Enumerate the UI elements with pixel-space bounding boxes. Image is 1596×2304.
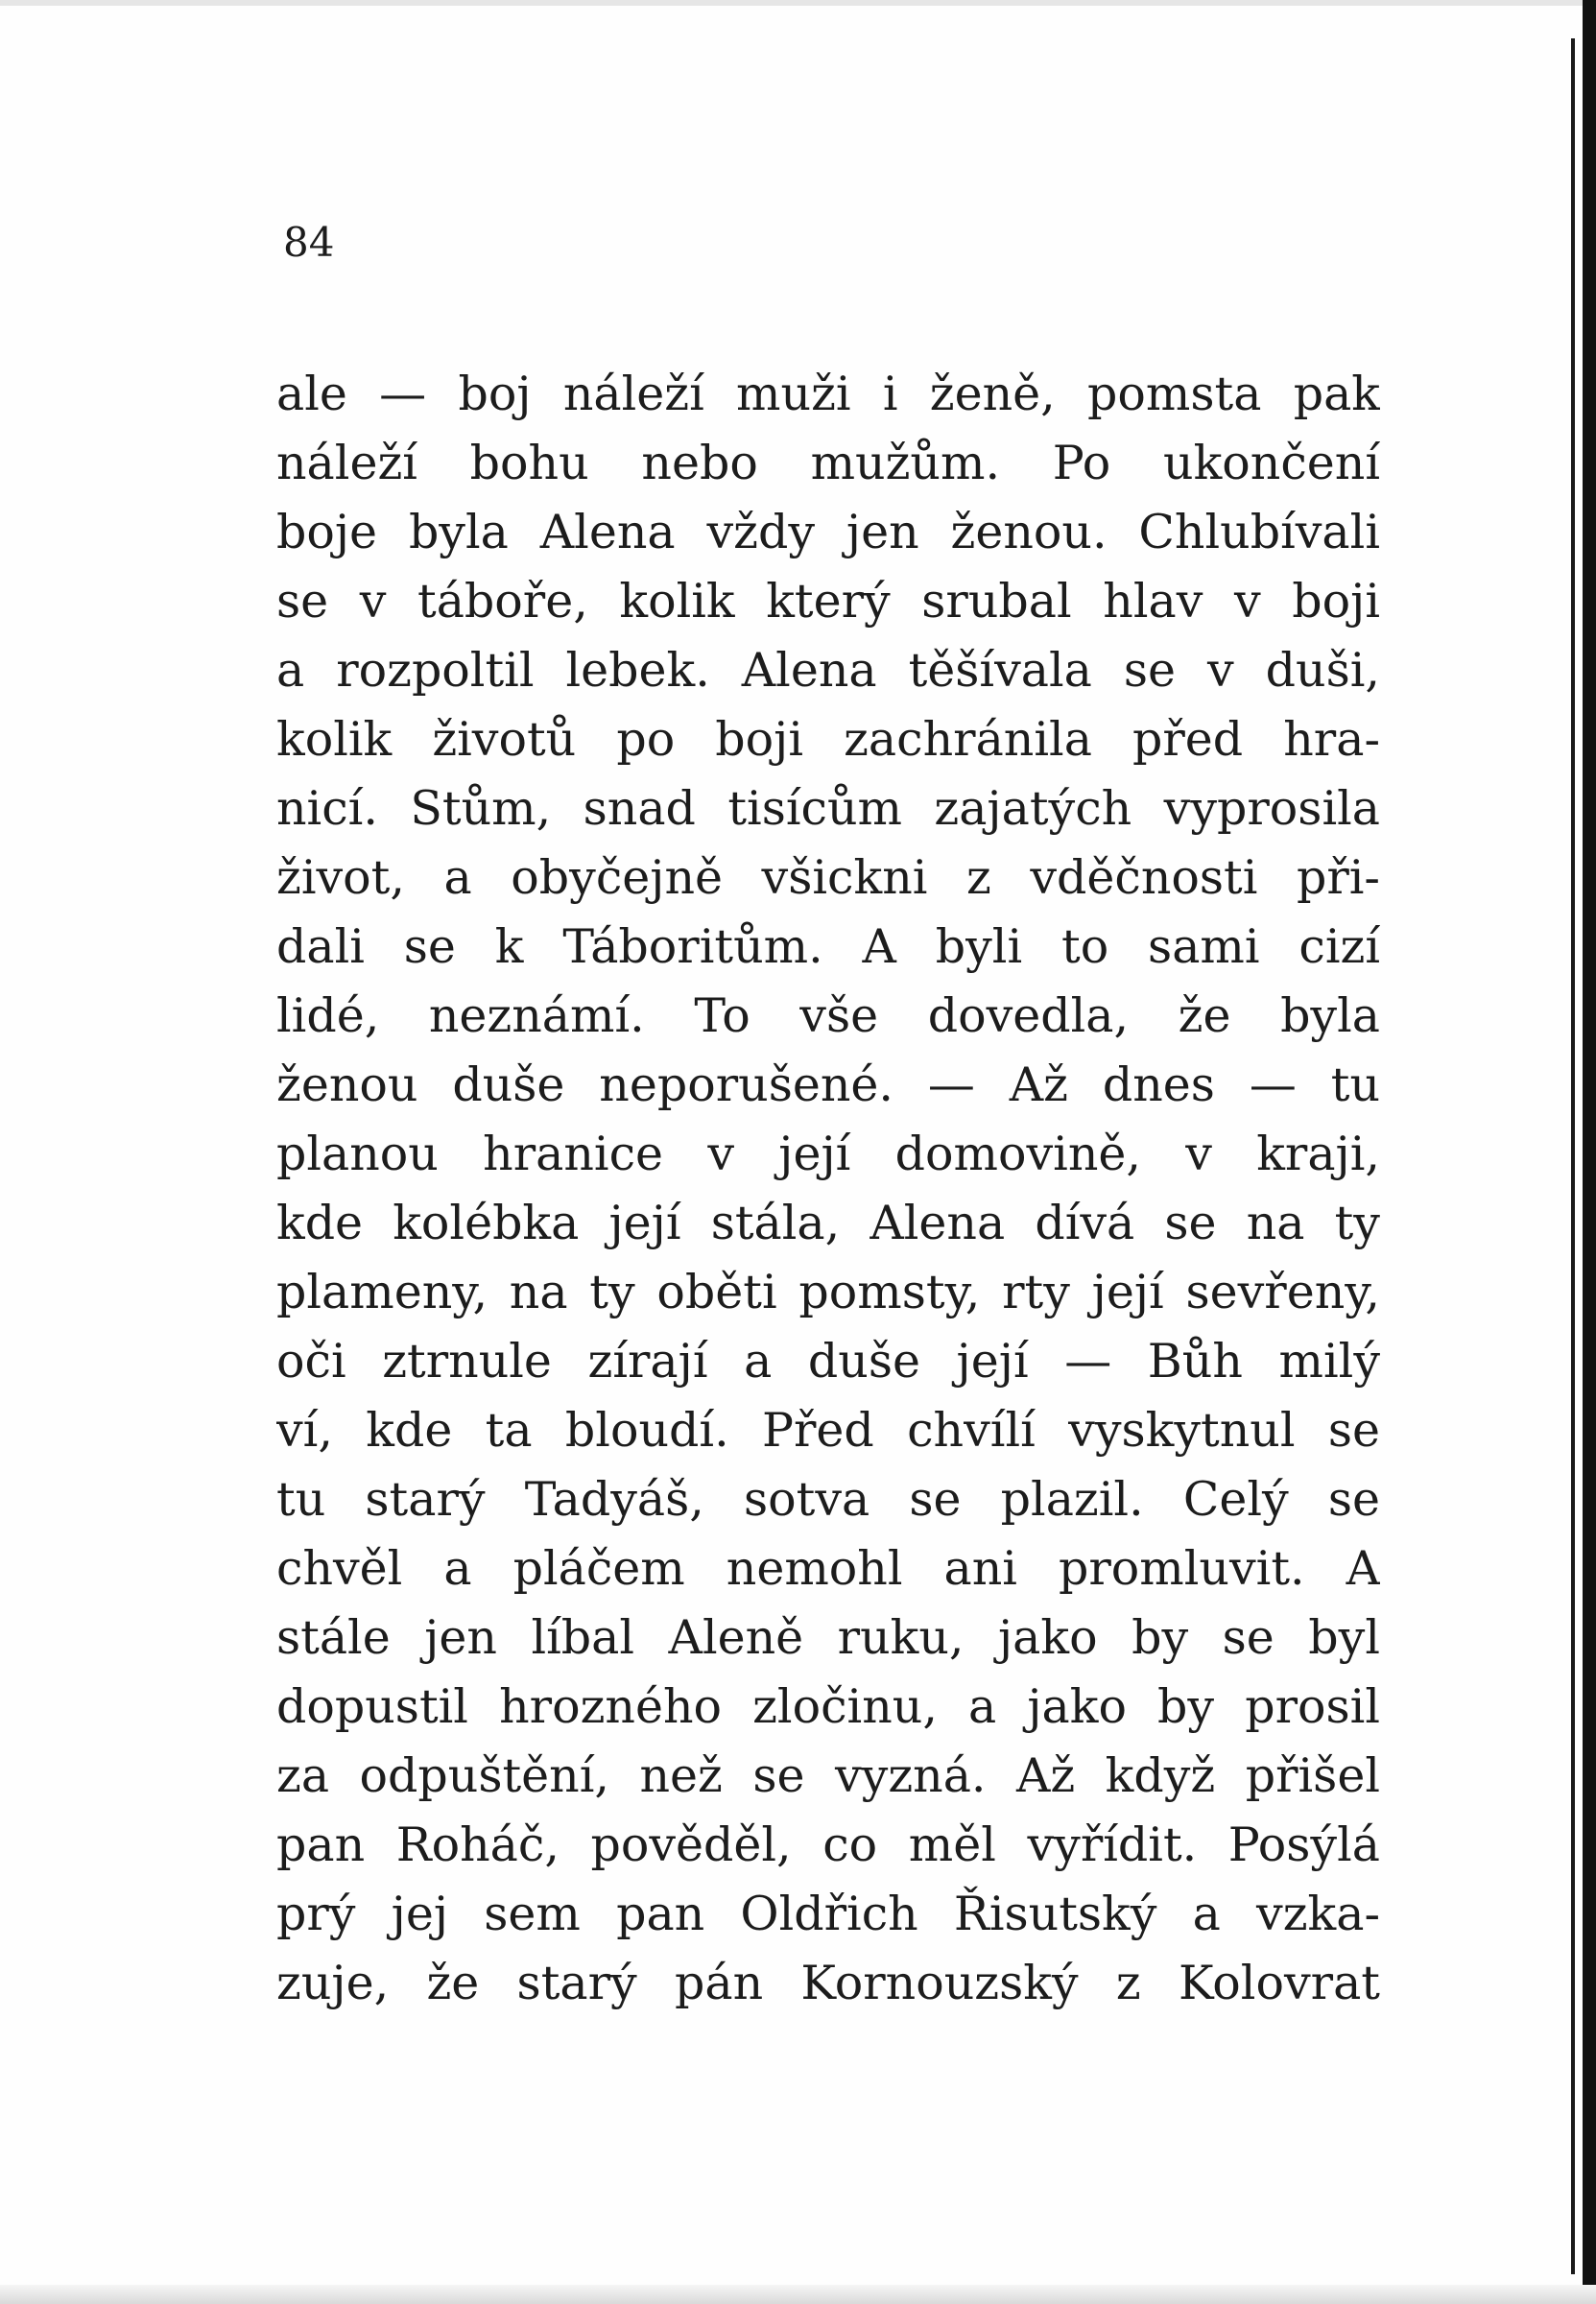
text-line: ví, kde ta bloudí. Před chvílí vyskytnul se: [276, 1403, 1380, 1458]
text-line: plameny, na ty oběti pomsty, rty její sevřeny,: [276, 1265, 1380, 1319]
text-line: boje byla Alena vždy jen ženou. Chlubívali: [276, 505, 1380, 559]
page-number: 84: [283, 219, 335, 266]
text-line: prý jej sem pan Oldřich Řisutský a vzka-: [276, 1887, 1380, 1941]
text-line: se v táboře, kolik který srubal hlav v boji: [276, 574, 1380, 629]
text-line: náleží bohu nebo mužům. Po ukončení: [276, 436, 1380, 490]
text-line: život, a obyčejně všickni z vděčnosti při-: [276, 850, 1380, 905]
text-line: chvěl a pláčem nemohl ani promluvit. A: [276, 1541, 1380, 1596]
text-line: nicí. Stům, snad tisícům zajatých vyprosila: [276, 781, 1380, 836]
text-line: zuje, že starý pán Kornouzský z Kolovrat: [276, 1956, 1380, 2010]
scan-binding-shadow: [1571, 38, 1575, 2274]
text-line: ale — boj náleží muži i ženě, pomsta pak: [276, 367, 1380, 421]
text-line: pan Roháč, pověděl, co měl vyřídit. Posýlá: [276, 1817, 1380, 1872]
scan-right-edge: [1583, 0, 1596, 2304]
text-line: ženou duše neporušené. — Až dnes — tu: [276, 1057, 1380, 1112]
text-line: tu starý Tadyáš, sotva se plazil. Celý se: [276, 1472, 1380, 1527]
scan-top-edge: [0, 0, 1596, 6]
body-text: [276, 360, 1380, 2018]
text-line: dopustil hrozného zločinu, a jako by prosil: [276, 1679, 1380, 1734]
text-line: stále jen líbal Aleně ruku, jako by se byl: [276, 1610, 1380, 1665]
text-line: a rozpoltil lebek. Alena těšívala se v duši,: [276, 643, 1380, 698]
text-line: dali se k Táboritům. A byli to sami cizí: [276, 919, 1380, 974]
text-line: planou hranice v její domovině, v kraji,: [276, 1127, 1380, 1181]
text-line: za odpuštění, než se vyzná. Až když přišel: [276, 1748, 1380, 1803]
scan-bottom-edge: [0, 2285, 1596, 2304]
text-line: oči ztrnule zírají a duše její — Bůh milý: [276, 1334, 1380, 1389]
text-line: kolik životů po boji zachránila před hra-: [276, 712, 1380, 767]
text-line: kde kolébka její stála, Alena dívá se na ty: [276, 1196, 1380, 1250]
text-line: lidé, neznámí. To vše dovedla, že byla: [276, 988, 1380, 1043]
